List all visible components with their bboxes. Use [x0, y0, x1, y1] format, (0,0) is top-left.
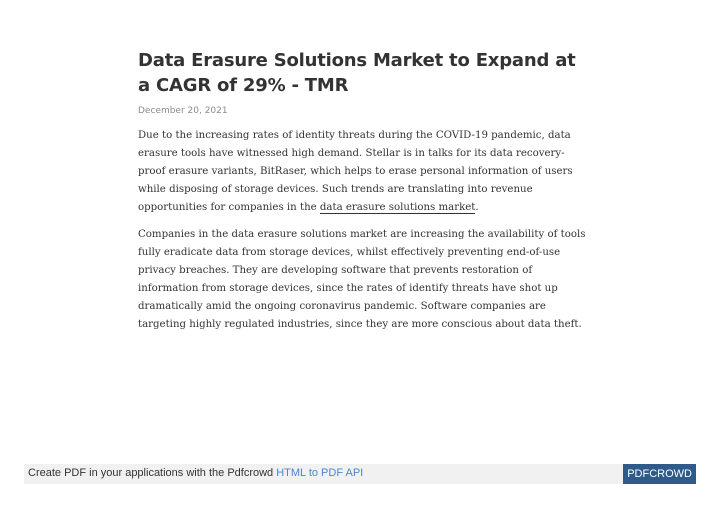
paragraph-1-text: Due to the increasing rates of identity threats during the COVID-19 pandemic, data erasure tools have witnessed high demand. Stellar is in talks for its data recovery-proof erasure variants, BitRaser, which helps to erase personal information of users while disposing of storage devices. Such trends are translating into revenue opportunities for companies in the — [138, 130, 573, 213]
paragraph-1-end: . — [475, 202, 479, 213]
footer-text — [28, 467, 363, 479]
article — [138, 48, 588, 334]
article-title: Data Erasure Solutions Market to Expand at a CAGR of 29% - TMR — [138, 50, 576, 96]
pdfcrowd-footer — [24, 464, 696, 484]
article-paragraph-2: Companies in the data erasure solutions market are increasing the availability of tools fully eradicate data from storage devices, whilst effectively preventing end-of-use privacy breaches. They are developing software that prevents restoration of information from storage devices, since the rates of identify threats have shot up dramatically amid the ongoing coronavirus pandemic. Software companies are targeting highly regulated industries, since they are more conscious about data theft. — [138, 229, 586, 330]
pdfcrowd-logo-button[interactable]: PDFCROWD — [623, 464, 696, 484]
data-erasure-market-link[interactable]: data erasure solutions market — [319, 202, 476, 213]
html-to-pdf-api-link[interactable]: HTML to PDF API — [276, 467, 364, 479]
article-paragraph-1 — [138, 127, 588, 217]
article-date: December 20, 2021 — [138, 106, 228, 116]
footer-message: Create PDF in your applications with the Pdfcrowd — [28, 467, 277, 479]
